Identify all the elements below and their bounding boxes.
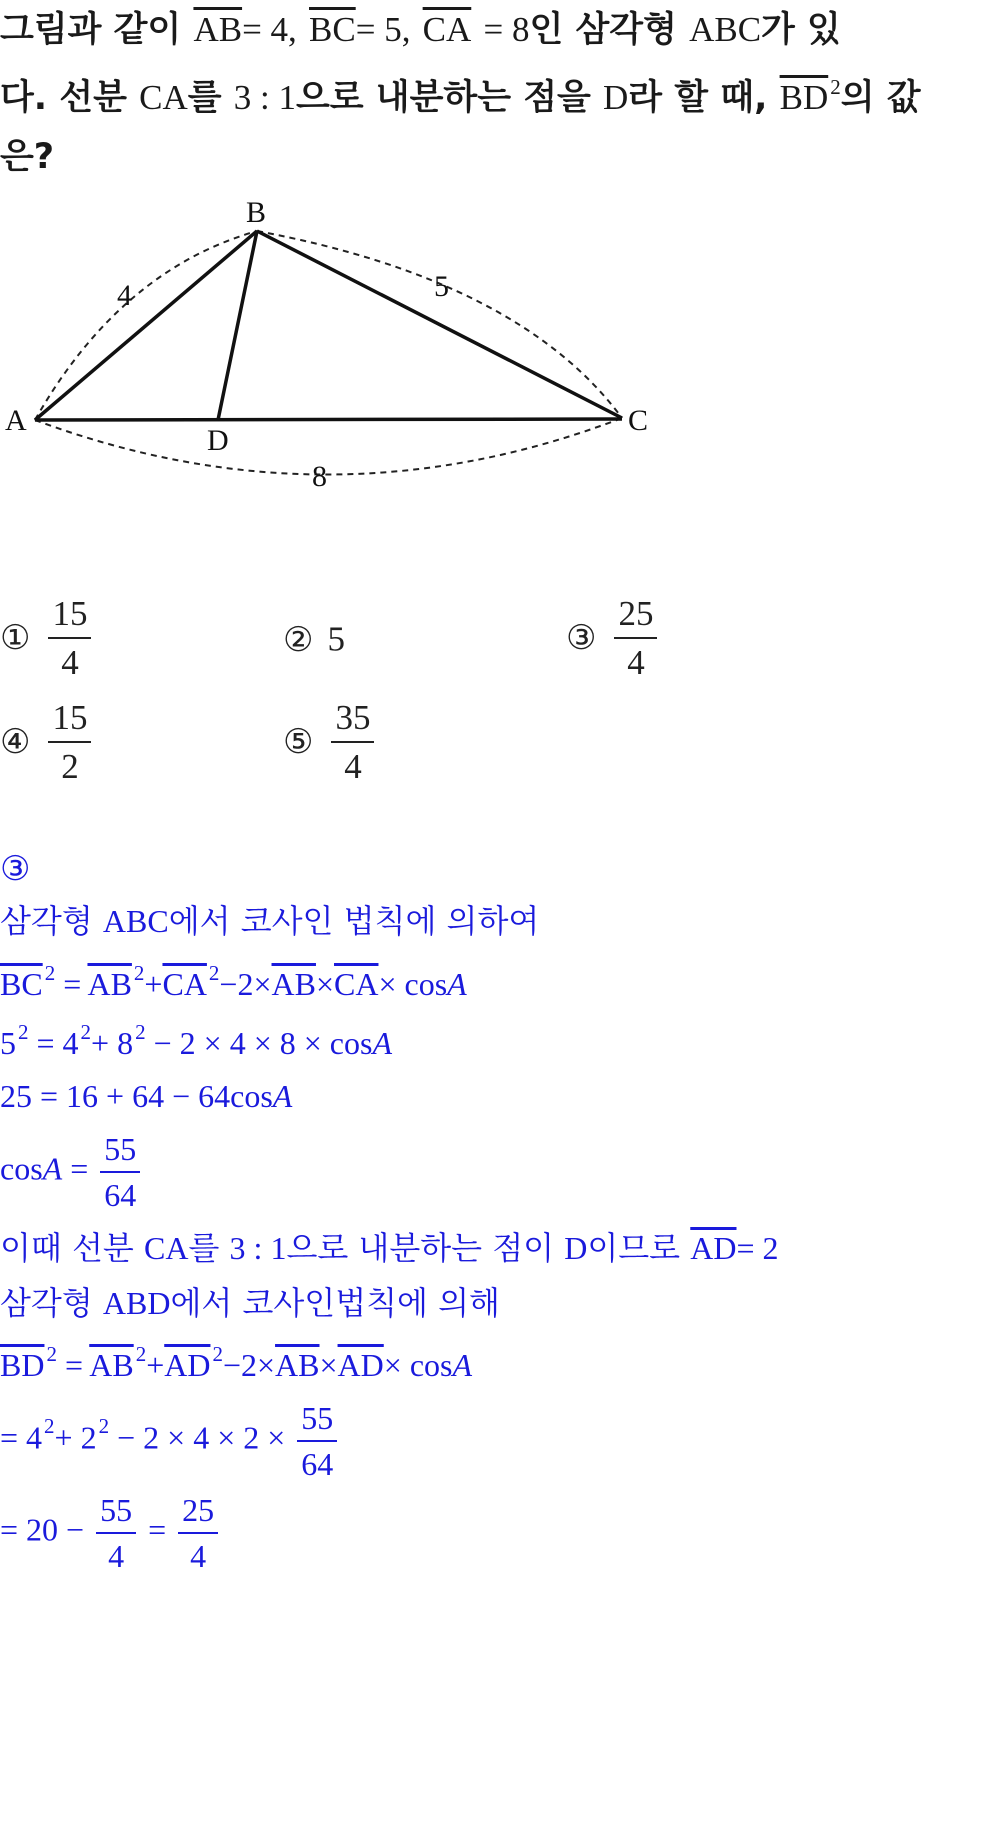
cos-value-fraction: $\frac{55}{64}$ — [297, 1402, 337, 1480]
side-bc — [257, 231, 622, 418]
question-line-2: 다. 선분 CA를 3 : 1으로 내분하는 점을 D라 할 때, $\overline{BD}^2$의 값 — [0, 75, 921, 118]
label-d: D — [207, 424, 229, 457]
solution-answer: ③ — [0, 849, 31, 889]
cos-a-fraction: $\frac{55}{64}$ — [100, 1133, 140, 1211]
choice-2[interactable]: ② 5 — [283, 619, 345, 660]
question-line-1: 그림과 같이 $\overline{AB}= 4$, $\overline{BC}= 5$, $\overline{CA} = 8$인 삼각형 ABC가 있 — [0, 10, 841, 50]
solution-line-2: $\overline{BC}^2 = \overline{AB}^2+\overline{CA}^2-2\times\overline{AB}\times\overline{CA}\times \cos A$ — [0, 961, 467, 1002]
choice-4[interactable]: ④ $\frac{15}{2}$ — [0, 700, 95, 784]
solution-line-8: $\overline{BD}^2 = \overline{AB}^2+\overline{AD}^2-2\times\overline{AB}\times\overline{AD}\times \cos A$ — [0, 1342, 473, 1383]
choice-5-fraction: $\frac{35}{4}$ — [331, 700, 374, 784]
choice-3-fraction: $\frac{25}{4}$ — [614, 596, 657, 680]
solution-line-1: 삼각형 ABC에서 코사인 법칙에 의하여 — [0, 902, 540, 940]
choice-1-fraction: $\frac{15}{4}$ — [48, 596, 91, 680]
choice-1[interactable]: ① $\frac{15}{4}$ — [0, 596, 95, 680]
choice-3[interactable]: ③ $\frac{25}{4}$ — [566, 596, 661, 680]
segment-ca: $\overline{CA}$ — [422, 10, 472, 49]
choice-4-fraction: $\frac{15}{2}$ — [48, 700, 91, 784]
triangle-diagram — [0, 196, 760, 565]
segment-bd: $\overline{BD}$ — [779, 78, 829, 117]
solution-line-7: 삼각형 ABD에서 코사인법칙에 의해 — [0, 1284, 500, 1322]
segment-bc: $\overline{BC}$ — [309, 10, 356, 49]
arc-ca — [35, 418, 622, 475]
side-ca — [35, 419, 622, 420]
final-answer-fraction: $\frac{25}{4}$ — [178, 1494, 218, 1572]
solution-line-10: = 20 − $\frac{55}{4}$ = $\frac{25}{4}$ — [0, 1494, 222, 1572]
length-ab: 4 — [117, 279, 132, 312]
solution-line-5: cosA = $\frac{55}{64}$ — [0, 1133, 144, 1211]
solution-line-9: = $4^2+ 2^2 - 2 \times 4 \times 2$ × $\frac{55}{64}$ — [0, 1402, 341, 1480]
question-line-3: 은? — [0, 137, 55, 177]
segment-ab: $\overline{AB}$ — [193, 10, 243, 49]
label-c: C — [628, 404, 649, 437]
intermediate-fraction: $\frac{55}{4}$ — [96, 1494, 136, 1572]
label-b: B — [246, 196, 267, 229]
length-ca: 8 — [312, 460, 327, 493]
length-bc: 5 — [434, 270, 449, 303]
choice-5[interactable]: ⑤ $\frac{35}{4}$ — [283, 700, 378, 784]
solution-line-4: 25 = 16 + 64 − 64cosA — [0, 1078, 293, 1114]
solution-line-3: $5^2 = 4^2+ 8^2 - 2 \times 4 \times 8 \times \cos A$ — [0, 1020, 392, 1061]
label-a: A — [5, 404, 27, 437]
solution-line-6: 이때 선분 CA를 3 : 1으로 내분하는 점이 D이므로 $\overline{AD}= 2$ — [0, 1229, 779, 1267]
